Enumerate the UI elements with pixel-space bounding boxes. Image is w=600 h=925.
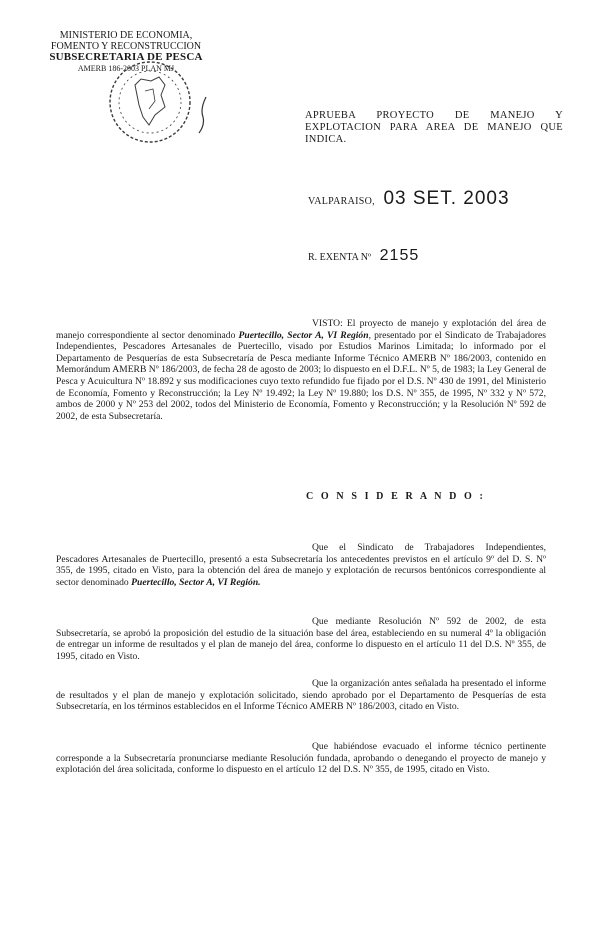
subsecretaria-title: SUBSECRETARIA DE PESCA [49,51,203,63]
considerando-paragraph-4 [56,741,546,776]
resolution-line [308,247,419,265]
pen-mark-icon [196,95,210,135]
considerando-paragraph-2 [56,616,546,662]
visto-text-2: , presentado por el Sindicato de Trabajadores Independientes, Pescadores Artesanales de Puertecillo, visado por Estudios Marinos Limitada; lo informado por el Departamento de Pesquerías de esta Subsecretaría de Pesca mediante Informe Técnico AMERB Nº 186/2003, contenido en Memorándum AMERB Nº 186/2003, de fecha 28 de agosto de 2003; lo dispuesto en el D.F.L. Nº 5, de 1983; la Ley General de Pesca y Acuicultura Nº 18.892 y sus modificaciones cuyo texto refundido fue fijado por el D.S. Nº 430 de 1991, del Ministerio de Economía, Fomento y Reconstrucción; la Ley Nº 19.492; la Ley Nº 19.880; los D.S. Nº 355, de 1995, Nº 332 y Nº 572, ambos de 2000 y Nº 253 del 2002, todos del Ministerio de Economía, Fomento y Reconstrucción; y la Resolución Nº 592 de 2002, de esta Subsecretaría. [56,329,546,422]
considerando-1-text: Que el Sindicato de Trabajadores Independientes, Pescadores Artesanales de Puertecillo, presentó a esta Subsecretaría los antecedentes previstos en el artículo 9º del D. S. Nº 355, de 1995, citado en Visto, para la obtención del área de manejo y explotación de recursos bentónicos correspondiente al sector denominado [56,542,546,588]
considerando-3-text: Que la organización antes señalada ha presentado el informe de resultados y el plan de manejo y explotación solicitado, siendo aprobado por el Departamento de Pesquerías de esta Subsecretaría, en los términos establecidos en el Informe Técnico AMERB Nº 186/2003, citado en Visto. [56,678,546,713]
resolution-number: 2155 [379,247,420,264]
considerando-paragraph-1 [56,542,546,588]
considerando-1-emph: Puertecillo, Sector A, VI Región. [131,576,261,588]
place-date-line [308,188,510,210]
visto-text-1: VISTO: El proyecto de manejo y explotación del área de manejo correspondiente al sector denominado [56,318,546,341]
visto-sector: Puertecillo, Sector A, VI Región [238,329,369,341]
date-stamp: 03 SET. 2003 [383,188,510,209]
considerando-paragraph-3 [56,678,546,713]
ministry-line-2: FOMENTO Y RECONSTRUCCION [50,41,202,52]
official-seal-icon [95,55,205,150]
resolution-label: R. EXENTA Nº [308,252,372,263]
place: VALPARAISO, [308,196,375,207]
office-code: AMERB 186-2003 PLAN MJ [77,64,175,73]
considerando-4-text: Que habiéndose evacuado el informe técnico pertinente corresponde a la Subsecretaría pronunciarse mediante Resolución fundada, aprobando o denegando el proyecto de manejo y explotación del área solicitada, conforme lo dispuesto en el artículo 12 del D.S. Nº 355, de 1995, citado en Visto. [56,741,546,776]
visto-paragraph [56,318,546,422]
considerando-heading: C O N S I D E R A N D O : [306,491,486,502]
considerando-2-text: Que mediante Resolución Nº 592 de 2002, de esta Subsecretaría, se aprobó la proposición del estudio de la situación base del área, estableciendo en su numeral 4º la obligación de entregar un informe de resultados y el plan de manejo del área, conforme lo dispuesto en el artículo 11 del D.S. Nº 355, de 1995, citado en Visto. [56,616,546,662]
document-subject: APRUEBA PROYECTO DE MANEJO Y EXPLOTACION PARA AREA DE MANEJO QUE INDICA. [305,110,563,145]
ministry-line-1: MINISTERIO DE ECONOMIA, [59,30,193,41]
